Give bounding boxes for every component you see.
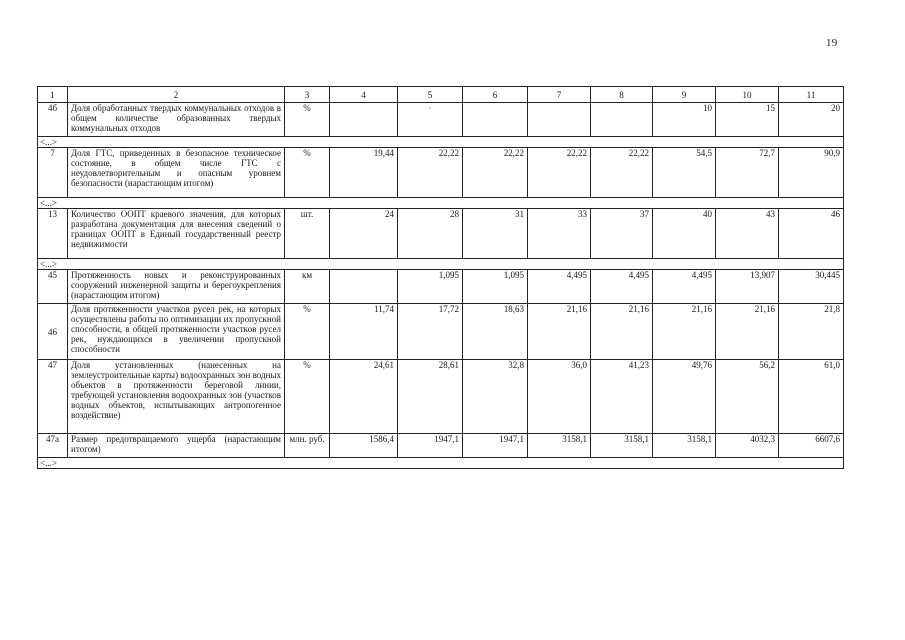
row-unit: % <box>285 148 330 198</box>
row-value <box>528 103 591 137</box>
row-value: 21,16 <box>591 304 653 360</box>
row-value: 22,22 <box>463 148 528 198</box>
header-cell: 5 <box>398 87 463 103</box>
header-cell: 4 <box>330 87 398 103</box>
row-number: 4б <box>38 103 68 137</box>
row-value: 4,495 <box>653 270 716 304</box>
gap-marker: <...> <box>38 137 844 148</box>
row-number: 47 <box>38 360 68 434</box>
row-unit: шт. <box>285 209 330 259</box>
row-value: 21,16 <box>528 304 591 360</box>
gap-row <box>38 458 844 469</box>
row-value: 21,16 <box>716 304 779 360</box>
row-value: 49,76 <box>653 360 716 434</box>
table-row <box>38 148 844 198</box>
gap-row <box>38 198 844 209</box>
row-value: 3158,1 <box>591 434 653 458</box>
row-value: 20 <box>779 103 844 137</box>
header-cell: 8 <box>591 87 653 103</box>
row-value: 32,8 <box>463 360 528 434</box>
header-cell: 1 <box>38 87 68 103</box>
row-value: 3158,1 <box>528 434 591 458</box>
row-number: 45 <box>38 270 68 304</box>
indicator-table <box>37 86 844 469</box>
row-value: 1,095 <box>463 270 528 304</box>
row-value: 15 <box>716 103 779 137</box>
row-value: 24 <box>330 209 398 259</box>
row-number: 7 <box>38 148 68 198</box>
gap-marker: <...> <box>38 198 844 209</box>
row-value: 30,445 <box>779 270 844 304</box>
row-value: 54,5 <box>653 148 716 198</box>
row-value: 21,8 <box>779 304 844 360</box>
row-value: 18,63 <box>463 304 528 360</box>
row-value: 6607,6 <box>779 434 844 458</box>
row-value: 61,0 <box>779 360 844 434</box>
row-value: 1947,1 <box>398 434 463 458</box>
header-cell: 2 <box>68 87 285 103</box>
row-description: Доля установленных (нанесенных на землеустроительные карты) водоохранных зон водных объектов в протяженности береговой линии, требующей установления водоохранных зон (участков водных объектов, испытывающих антропогенное воздействие) <box>68 360 285 434</box>
row-unit: % <box>285 304 330 360</box>
row-number: 46 <box>38 304 68 360</box>
header-cell: 11 <box>779 87 844 103</box>
row-value: 21,16 <box>653 304 716 360</box>
header-cell: 6 <box>463 87 528 103</box>
row-value: 4,495 <box>591 270 653 304</box>
row-value: 41,23 <box>591 360 653 434</box>
row-unit: % <box>285 103 330 137</box>
row-value: 90,9 <box>779 148 844 198</box>
row-value: 24,61 <box>330 360 398 434</box>
row-value: 4,495 <box>528 270 591 304</box>
row-value: 28 <box>398 209 463 259</box>
header-cell: 10 <box>716 87 779 103</box>
row-value <box>330 103 398 137</box>
row-value: 31 <box>463 209 528 259</box>
row-value <box>463 103 528 137</box>
table-row <box>38 360 844 434</box>
row-value: 11,74 <box>330 304 398 360</box>
row-value: 72,7 <box>716 148 779 198</box>
page-number: 19 <box>826 37 838 49</box>
row-value: 4032,3 <box>716 434 779 458</box>
row-value: 19,44 <box>330 148 398 198</box>
gap-marker: <...> <box>38 259 844 270</box>
table-row <box>38 304 844 360</box>
row-value: 22,22 <box>591 148 653 198</box>
header-cell: 7 <box>528 87 591 103</box>
row-value: 1586,4 <box>330 434 398 458</box>
row-value: 28,61 <box>398 360 463 434</box>
row-number: 47а <box>38 434 68 458</box>
row-description: Доля протяженности участков русел рек, на которых осуществлены работы по оптимизации их пропускной способности, в общей протяженности участков русел рек, нуждающихся в увеличении пропускной способности <box>68 304 285 360</box>
row-description: Доля обработанных твердых коммунальных отходов в общем количестве образованных твердых коммунальных отходов <box>68 103 285 137</box>
row-description: Протяженность новых и реконструированных сооружений инженерной защиты и берегоукрепления (нарастающим итогом) <box>68 270 285 304</box>
table-row <box>38 209 844 259</box>
row-description: Доля ГТС, приведенных в безопасное техническое состояние, в общем числе ГТС с неудовлетворительным и опасным уровнем безопасности (нарастающим итогом) <box>68 148 285 198</box>
gap-row <box>38 137 844 148</box>
row-value <box>591 103 653 137</box>
table-header-row <box>38 87 844 103</box>
dot-mark: · <box>428 103 432 113</box>
gap-row <box>38 259 844 270</box>
row-unit: млн. руб. <box>285 434 330 458</box>
row-value: 56,2 <box>716 360 779 434</box>
row-value: 46 <box>779 209 844 259</box>
row-value <box>398 103 463 137</box>
header-cell: 3 <box>285 87 330 103</box>
row-value: 3158,1 <box>653 434 716 458</box>
row-value: 33 <box>528 209 591 259</box>
table-row <box>38 434 844 458</box>
row-value: 22,22 <box>528 148 591 198</box>
header-cell: 9 <box>653 87 716 103</box>
row-unit: % <box>285 360 330 434</box>
row-value: 13,907 <box>716 270 779 304</box>
row-number: 13 <box>38 209 68 259</box>
table-row <box>38 103 844 137</box>
row-value: 36,0 <box>528 360 591 434</box>
table-row <box>38 270 844 304</box>
row-value: 37 <box>591 209 653 259</box>
row-value: 43 <box>716 209 779 259</box>
row-unit: км <box>285 270 330 304</box>
row-value: 1947,1 <box>463 434 528 458</box>
row-description: Количество ООПТ краевого значения, для которых разработана документация для внесения сведений о границах ООПТ в Единый государственный реестр недвижимости <box>68 209 285 259</box>
row-value: 1,095 <box>398 270 463 304</box>
row-value <box>330 270 398 304</box>
gap-marker: <...> <box>38 458 844 469</box>
row-description: Размер предотвращаемого ущерба (нарастающим итогом) <box>68 434 285 458</box>
row-value: 10 <box>653 103 716 137</box>
row-value: 17,72 <box>398 304 463 360</box>
row-value: 22,22 <box>398 148 463 198</box>
row-value: 40 <box>653 209 716 259</box>
